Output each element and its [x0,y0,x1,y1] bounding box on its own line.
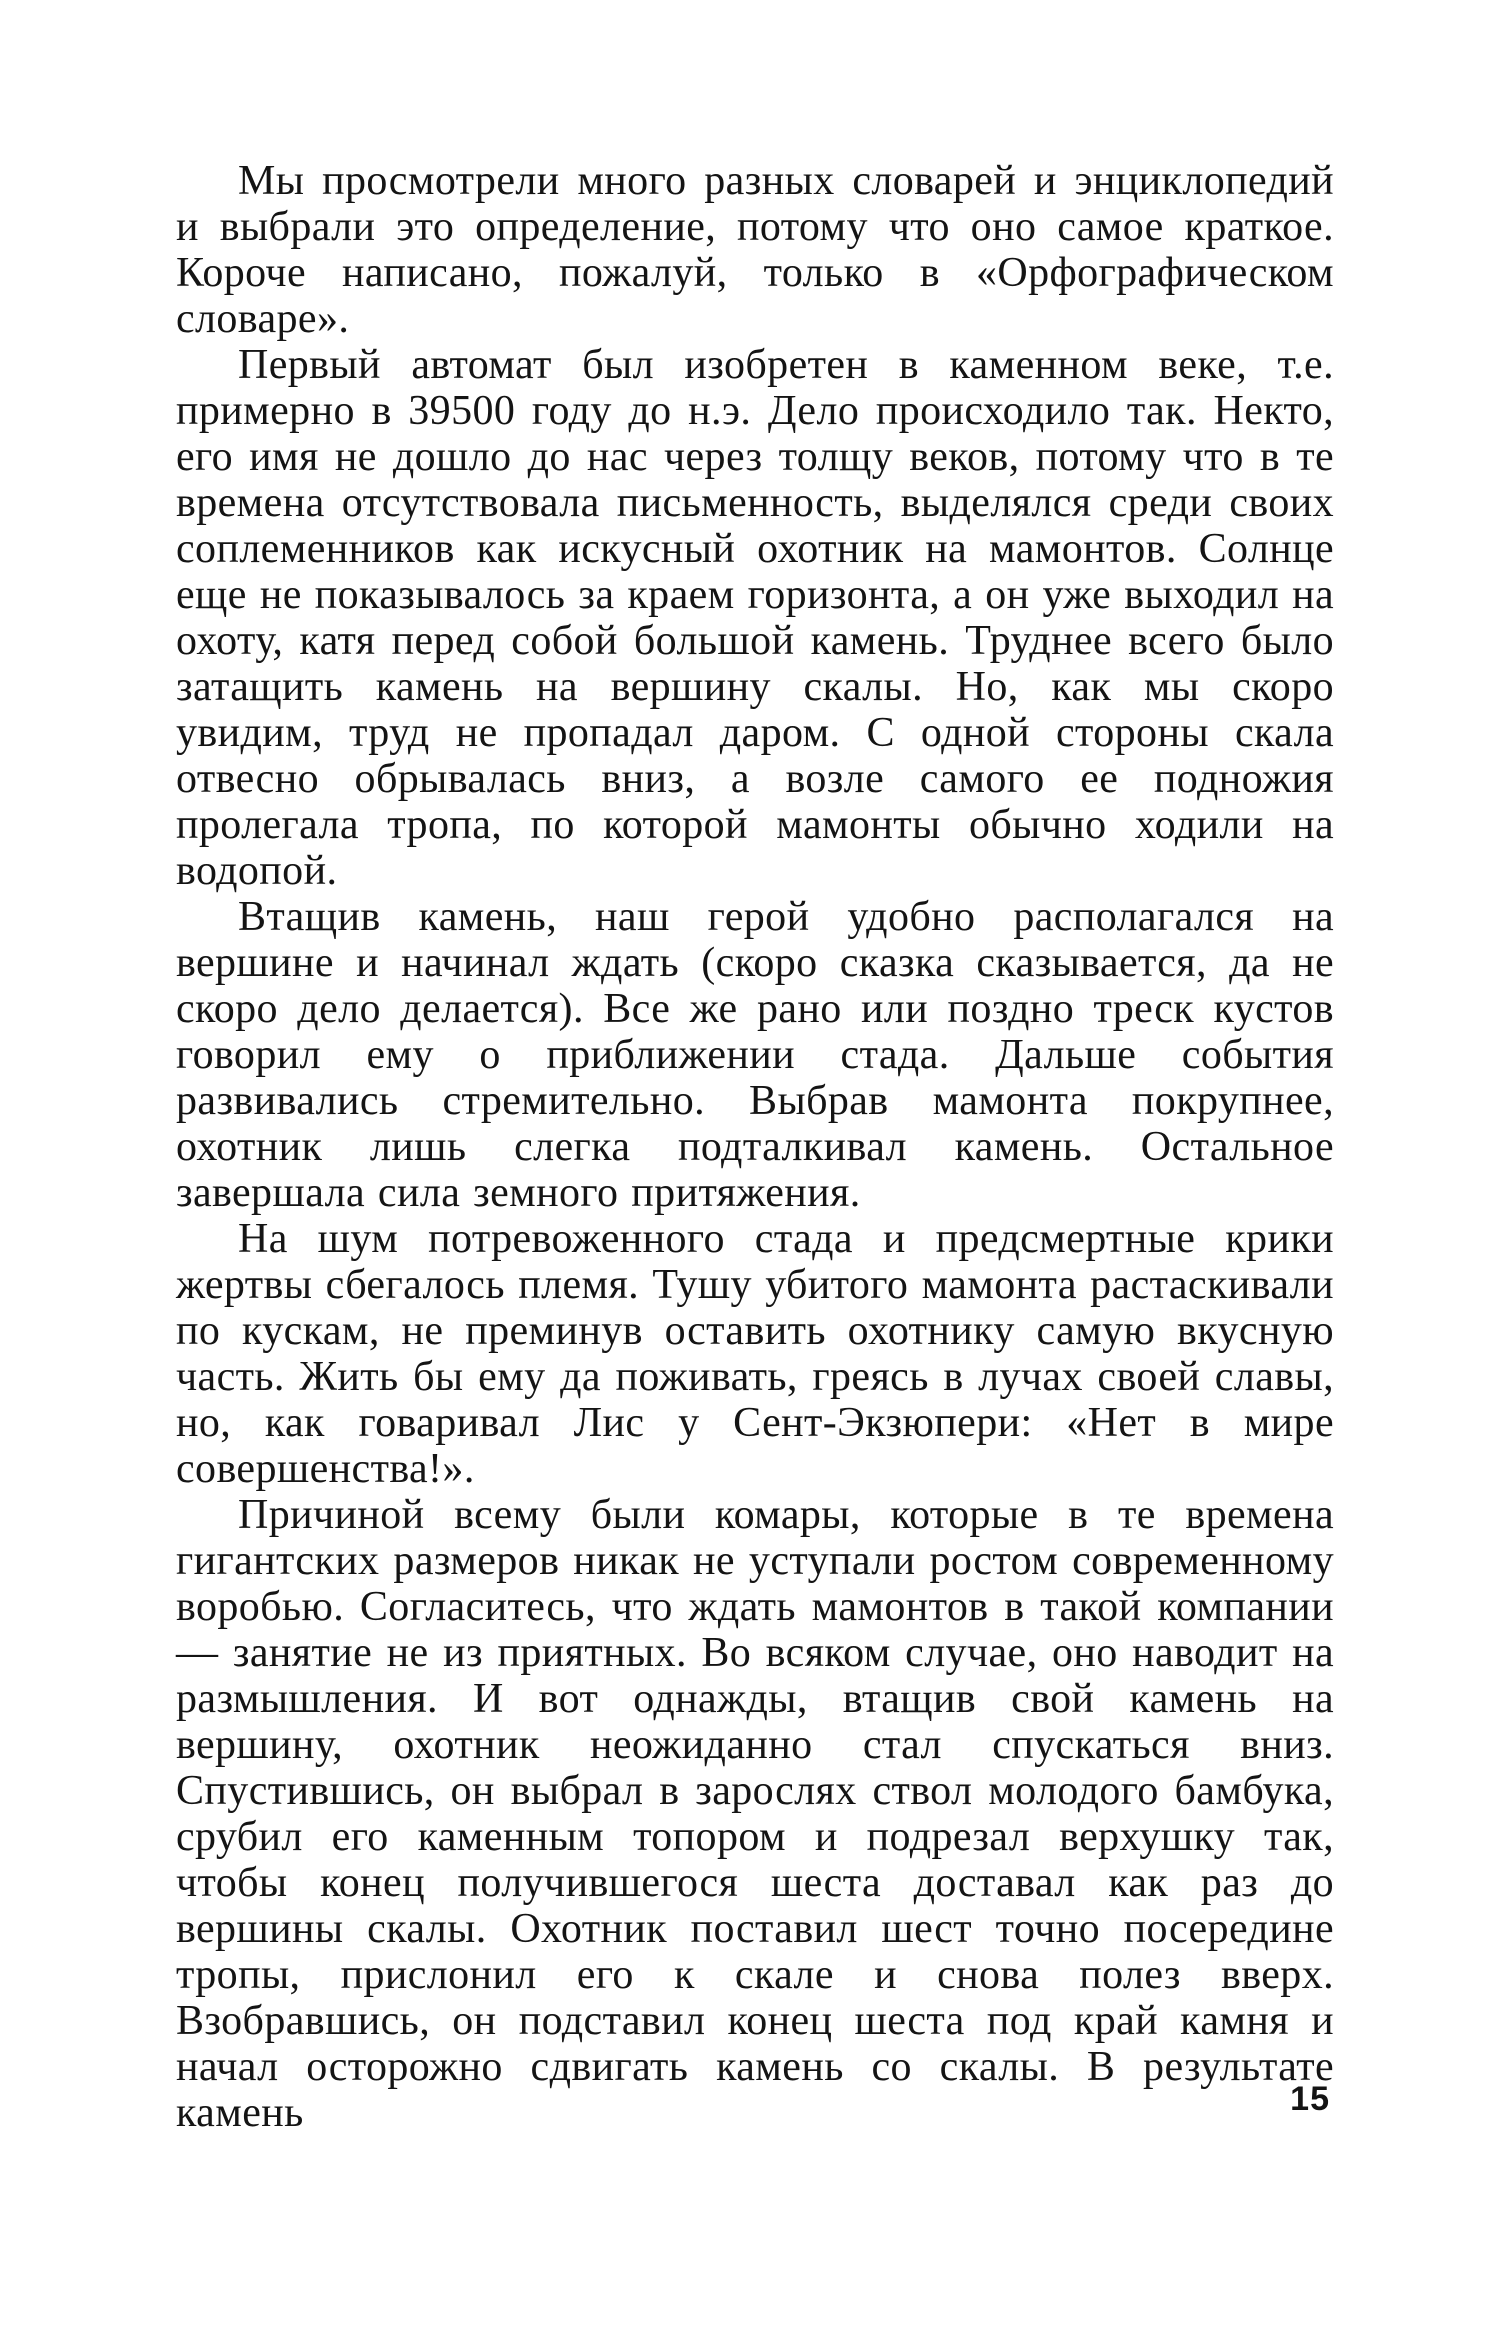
paragraph-1: Мы просмотрели много разных словарей и энциклопедий и выбрали это определение, потому что оно самое краткое. Короче написано, пожалуй, только в «Орфографическом словаре». [176,158,1334,342]
paragraph-3: Втащив камень, наш герой удобно располагался на вершине и начинал ждать (скоро сказка сказывается, да не скоро дело делается). Все же рано или поздно треск кустов говорил ему о приближении стада. Дальше события развивались стремительно. Выбрав мамонта покрупнее, охотник лишь слегка подталкивал камень. Остальное завершала сила земного притяжения. [176,894,1334,1216]
page-number: 15 [1290,2080,1330,2118]
paragraph-5: Причиной всему были комары, которые в те времена гигантских размеров никак не уступали ростом современному воробью. Согласитесь, что ждать мамонтов в такой компании — занятие не из приятных. Во всяком случае, оно наводит на размышления. И вот однажды, втащив свой камень на вершину, охотник неожиданно стал спускаться вниз. Спустившись, он выбрал в зарослях ствол молодого бамбука, срубил его каменным топором и подрезал верхушку так, чтобы конец получившегося шеста доставал как раз до вершины скалы. Охотник поставил шест точно посередине тропы, прислонил его к скале и снова полез вверх. Взобравшись, он подставил конец шеста под край камня и начал осторожно сдвигать камень со скалы. В результате камень [176,1492,1334,2136]
paragraph-2: Первый автомат был изобретен в каменном веке, т.е. примерно в 39500 году до н.э. Дело происходило так. Некто, его имя не дошло до нас через толщу веков, потому что в те времена отсутствовала письменность, выделялся среди своих соплеменников как искусный охотник на мамонтов. Солнце еще не показывалось за краем горизонта, а он уже выходил на охоту, катя перед собой большой камень. Труднее всего было затащить камень на вершину скалы. Но, как мы скоро увидим, труд не пропадал даром. С одной стороны скала отвесно обрывалась вниз, а возле самого ее подножия пролегала тропа, по которой мамонты обычно ходили на водопой. [176,342,1334,894]
page-body [176,158,1334,2136]
paragraph-4: На шум потревоженного стада и предсмертные крики жертвы сбегалось племя. Тушу убитого мамонта растаскивали по кускам, не преминув оставить охотнику самую вкусную часть. Жить бы ему да поживать, греясь в лучах своей славы, но, как говаривал Лис у Сент-Экзюпери: «Нет в мире совершенства!». [176,1216,1334,1492]
